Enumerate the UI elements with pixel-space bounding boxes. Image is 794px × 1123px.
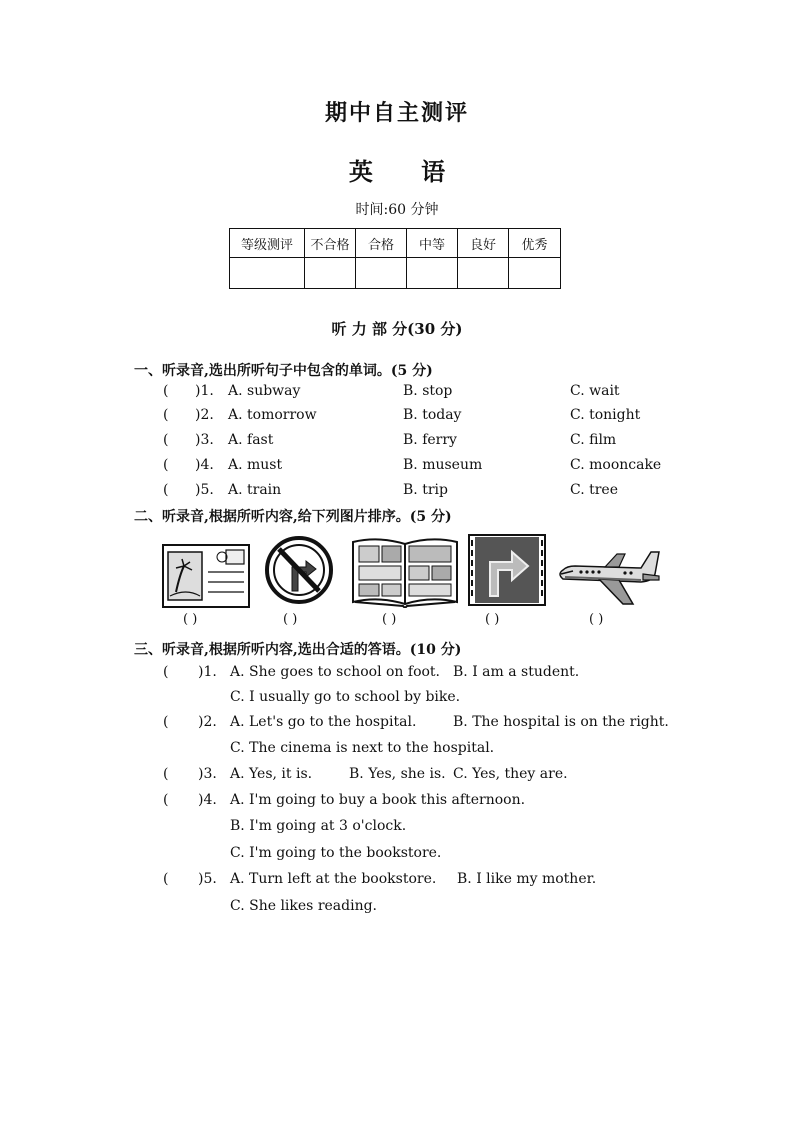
- grade-header-cell: 合格: [356, 229, 407, 258]
- question-number: )1.: [198, 664, 217, 680]
- grade-blank-cell[interactable]: [305, 258, 356, 289]
- question-number: )4.: [198, 792, 217, 808]
- answer-paren[interactable]: (: [163, 383, 169, 399]
- picture-answer-blank[interactable]: ( ): [382, 612, 397, 627]
- answer-paren[interactable]: (: [163, 792, 169, 808]
- answer-paren[interactable]: (: [163, 766, 169, 782]
- grade-header-cell: 不合格: [305, 229, 356, 258]
- option-a: A. Let's go to the hospital.: [230, 714, 417, 730]
- option-a: A. must: [228, 457, 283, 473]
- answer-paren[interactable]: (: [163, 714, 169, 730]
- option-a: A. tomorrow: [228, 407, 317, 423]
- exam-title: 期中自主测评: [324, 100, 469, 126]
- option-a: A. Turn left at the bookstore.: [230, 871, 437, 887]
- answer-paren[interactable]: (: [163, 432, 169, 448]
- option-a: A. subway: [228, 383, 301, 399]
- picture-airplane: [555, 546, 663, 622]
- option-b: B. I'm going at 3 o'clock.: [230, 818, 407, 834]
- option-b: B. The hospital is on the right.: [453, 714, 669, 730]
- picture-answer-blank[interactable]: ( ): [183, 612, 198, 627]
- grade-blank-cell[interactable]: [509, 258, 561, 289]
- answer-paren[interactable]: (: [163, 407, 169, 423]
- answer-paren[interactable]: (: [163, 482, 169, 498]
- answer-paren[interactable]: (: [163, 871, 169, 887]
- option-a: A. fast: [228, 432, 274, 448]
- option-b: B. today: [403, 407, 462, 423]
- listening-part-title: 听 力 部 分(30 分): [331, 320, 463, 338]
- option-c: C. She likes reading.: [230, 898, 378, 914]
- option-b: B. ferry: [403, 432, 457, 448]
- comic-book-icon: [351, 536, 459, 608]
- grade-header-cell: 优秀: [509, 229, 561, 258]
- option-c: C. wait: [570, 383, 620, 399]
- option-a: A. She goes to school on foot.: [230, 664, 441, 680]
- option-c: C. I usually go to school by bike.: [230, 689, 461, 705]
- question-number: )4.: [195, 457, 214, 473]
- question-number: )5.: [198, 871, 217, 887]
- grade-header-cell: 良好: [458, 229, 509, 258]
- grade-blank-cell[interactable]: [356, 258, 407, 289]
- option-c: C. film: [570, 432, 617, 448]
- option-c: C. Yes, they are.: [453, 766, 568, 782]
- answer-paren[interactable]: (: [163, 457, 169, 473]
- option-c: C. tree: [570, 482, 619, 498]
- time-limit: 时间:60 分钟: [355, 202, 439, 218]
- picture-postcard: [162, 544, 250, 620]
- option-a: A. train: [228, 482, 282, 498]
- option-c: C. The cinema is next to the hospital.: [230, 740, 495, 756]
- grade-header-cell: 等级测评: [230, 229, 305, 258]
- picture-answer-blank[interactable]: ( ): [589, 612, 604, 627]
- grade-table-blank-row: [230, 258, 561, 289]
- option-b: B. I like my mother.: [457, 871, 597, 887]
- postcard-icon: [162, 544, 250, 608]
- picture-no-right-turn: [264, 535, 332, 611]
- grade-blank-cell[interactable]: [230, 258, 305, 289]
- picture-answer-blank[interactable]: ( ): [283, 612, 298, 627]
- no-right-turn-icon: [264, 535, 334, 605]
- question-number: )2.: [198, 714, 217, 730]
- option-b: B. museum: [403, 457, 483, 473]
- question-number: )3.: [195, 432, 214, 448]
- question-number: )2.: [195, 407, 214, 423]
- turn-right-sign-icon: [468, 534, 546, 606]
- picture-comic-book: [351, 536, 459, 612]
- airplane-icon: [555, 546, 663, 608]
- grade-table: [229, 228, 561, 289]
- section3-title: 三、听录音,根据所听内容,选出合适的答语。(10 分): [134, 642, 462, 658]
- option-b: B. trip: [403, 482, 448, 498]
- option-c: C. I'm going to the bookstore.: [230, 845, 442, 861]
- option-b: B. Yes, she is.: [349, 766, 446, 782]
- option-a: A. I'm going to buy a book this afternoon.: [230, 792, 526, 808]
- option-c: C. mooncake: [570, 457, 662, 473]
- question-number: )1.: [195, 383, 214, 399]
- picture-turn-right-sign: [468, 534, 546, 610]
- grade-blank-cell[interactable]: [407, 258, 458, 289]
- option-a: A. Yes, it is.: [230, 766, 313, 782]
- answer-paren[interactable]: (: [163, 664, 169, 680]
- grade-table-header-row: [230, 229, 561, 258]
- option-b: B. I am a student.: [453, 664, 580, 680]
- picture-answer-blank[interactable]: ( ): [485, 612, 500, 627]
- option-b: B. stop: [403, 383, 453, 399]
- section2-title: 二、听录音,根据所听内容,给下列图片排序。(5 分): [134, 509, 452, 525]
- subject-title: 英 语: [348, 157, 446, 186]
- question-number: )5.: [195, 482, 214, 498]
- question-number: )3.: [198, 766, 217, 782]
- section1-title: 一、听录音,选出所听句子中包含的单词。(5 分): [134, 363, 433, 379]
- grade-blank-cell[interactable]: [458, 258, 509, 289]
- option-c: C. tonight: [570, 407, 641, 423]
- grade-header-cell: 中等: [407, 229, 458, 258]
